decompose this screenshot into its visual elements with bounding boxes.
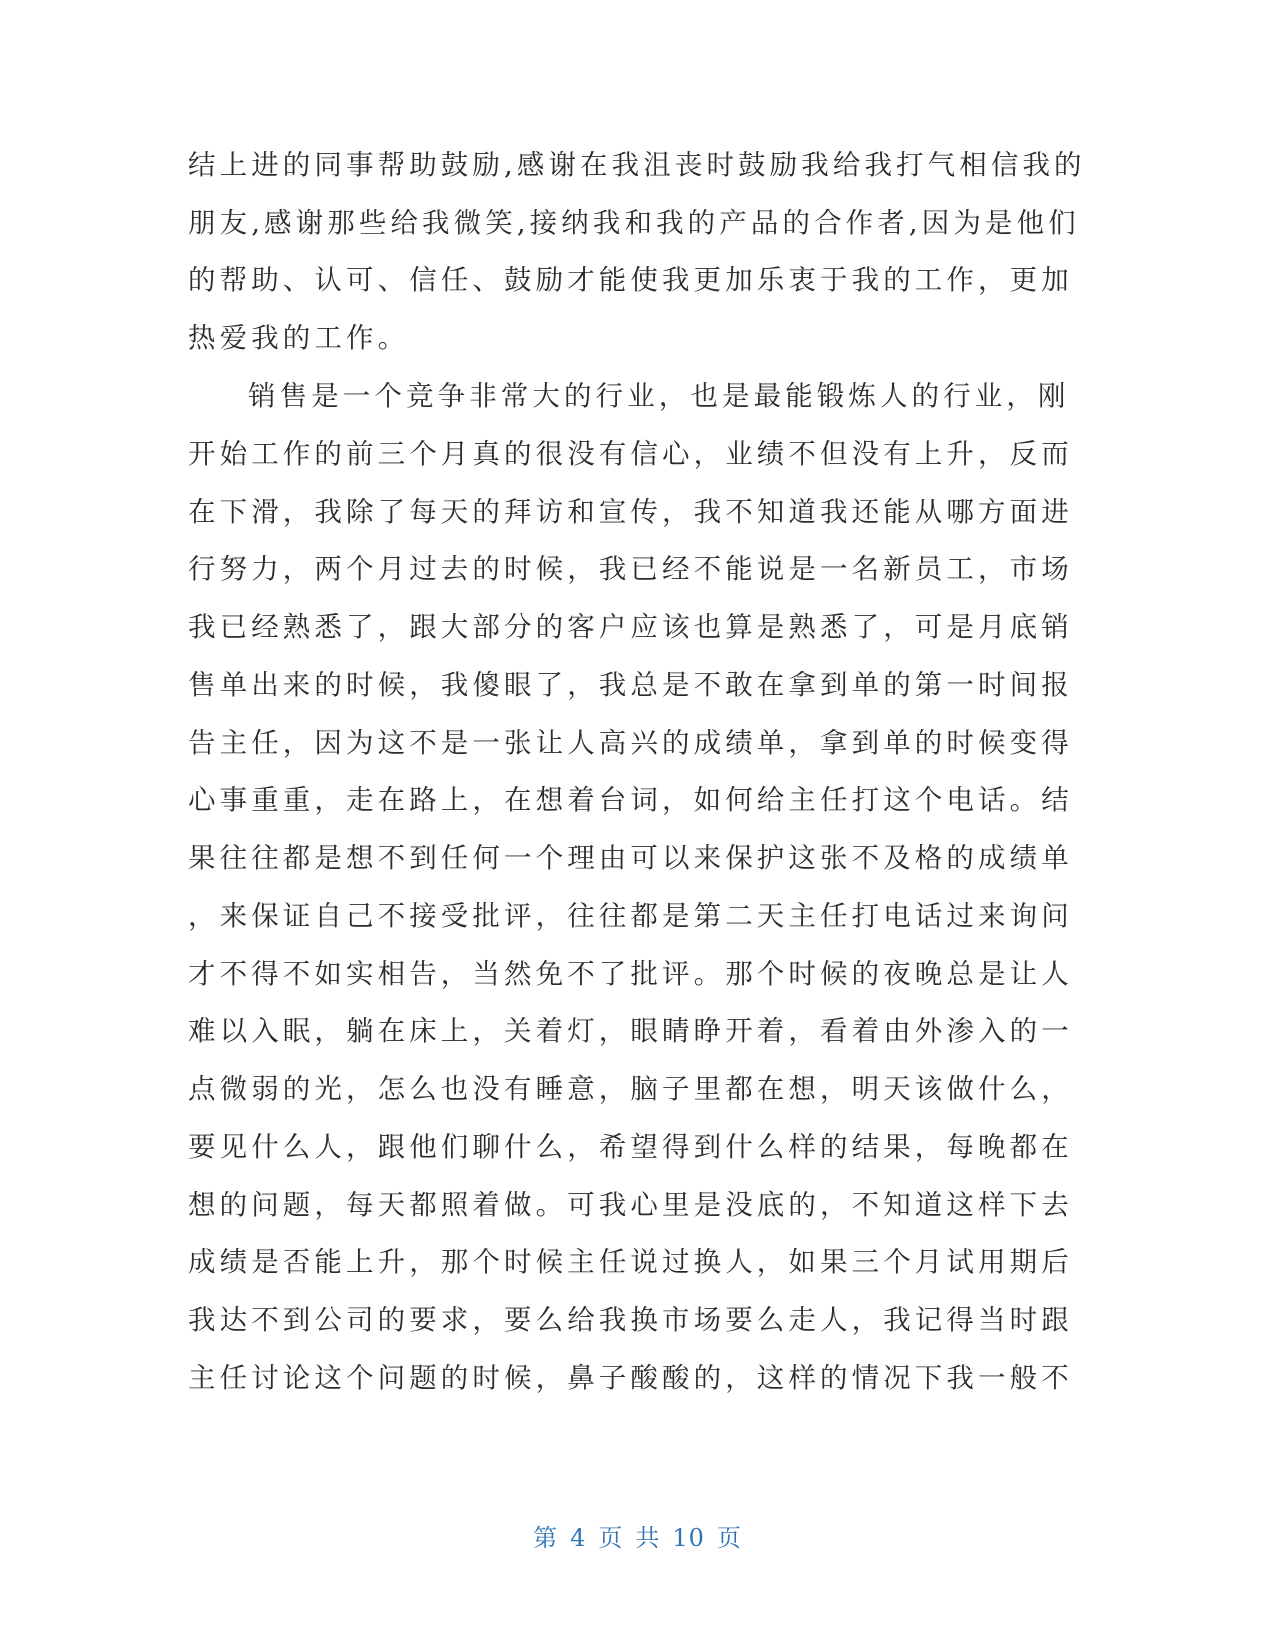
text-line-18: 要见什么人，跟他们聊什么，希望得到什么样的结果，每晚都在 [188,1131,1073,1163]
text-line-15: 才不得不如实相告，当然免不了批评。那个时候的夜晚总是让人 [188,958,1073,990]
text-line-19: 想的问题，每天都照着做。可我心里是没底的，不知道这样下去 [188,1189,1073,1221]
paragraph-start-line: 销售是一个竞争非常大的行业，也是最能锻炼人的行业，刚 [248,380,1070,412]
text-line-8: 行努力，两个月过去的时候，我已经不能说是一名新员工，市场 [188,553,1073,585]
footer-total-label: 共 [635,1524,661,1552]
text-line-3: 的帮助、认可、信任、鼓励才能使我更加乐衷于我的工作，更加 [188,264,1073,296]
text-line-17: 点微弱的光，怎么也没有睡意，脑子里都在想，明天该做什么， [188,1073,1073,1105]
text-line-1: 结上进的同事帮助鼓励,感谢在我沮丧时鼓励我给我打气相信我的 [188,149,1086,181]
footer-page-label: 页 [598,1524,624,1552]
footer-total-pages: 10 [672,1524,705,1552]
page-number-footer [0,1520,1275,1556]
text-line-13: 果往往都是想不到任何一个理由可以来保护这张不及格的成绩单 [188,842,1073,874]
text-line-16: 难以入眠，躺在床上，关着灯，眼睛睁开着，看着由外渗入的一 [188,1015,1073,1047]
text-line-2: 朋友,感谢那些给我微笑,接纳我和我的产品的合作者,因为是他们 [188,207,1080,239]
footer-current-page: 4 [570,1524,587,1552]
text-line-6: 开始工作的前三个月真的很没有信心，业绩不但没有上升，反而 [188,438,1073,470]
text-line-12: 心事重重，走在路上，在想着台词，如何给主任打这个电话。结 [188,784,1073,816]
text-line-11: 告主任，因为这不是一张让人高兴的成绩单，拿到单的时候变得 [188,727,1073,759]
text-line-20: 成绩是否能上升，那个时候主任说过换人，如果三个月试用期后 [188,1246,1073,1278]
text-line-22: 主任讨论这个问题的时候，鼻子酸酸的，这样的情况下我一般不 [188,1362,1073,1394]
footer-prefix: 第 [533,1524,559,1552]
text-line-21: 我达不到公司的要求，要么给我换市场要么走人，我记得当时跟 [188,1304,1073,1336]
text-line-4: 热爱我的工作。 [188,322,410,354]
footer-suffix: 页 [716,1524,742,1552]
text-line-10: 售单出来的时候，我傻眼了，我总是不敢在拿到单的第一时间报 [188,669,1073,701]
text-line-7: 在下滑，我除了每天的拜访和宣传，我不知道我还能从哪方面进 [188,496,1073,528]
text-line-9: 我已经熟悉了，跟大部分的客户应该也算是熟悉了，可是月底销 [188,611,1073,643]
text-line-14: ，来保证自己不接受批评，往往都是第二天主任打电话过来询问 [188,900,1073,932]
